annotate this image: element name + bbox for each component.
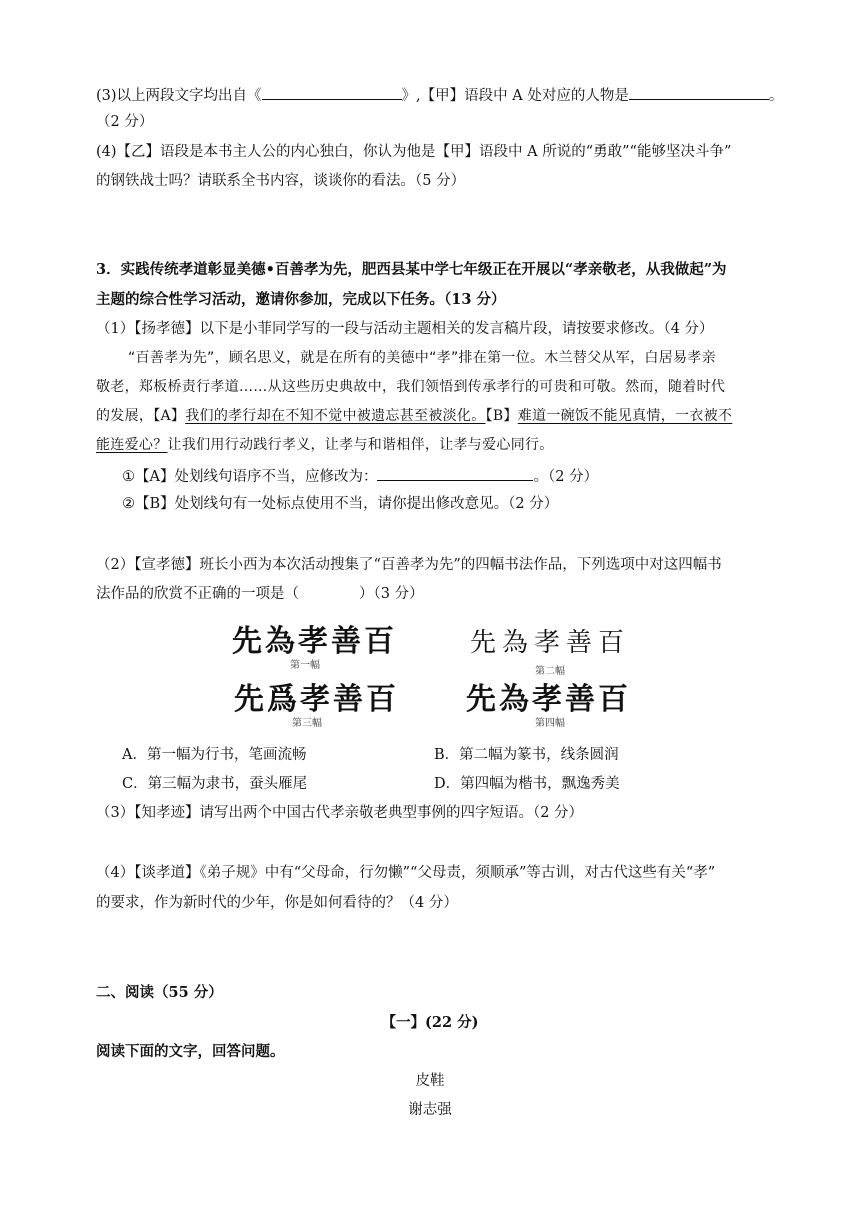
section-2-heading: 二、阅读（55 分） [96, 984, 223, 1001]
story-title: 皮鞋 [415, 1073, 445, 1089]
subquestion-3: （3）【知孝迹】请写出两个中国古代孝亲敬老典型事例的四字短语。（2 分） [96, 805, 584, 821]
calligraphy-2: 先為孝善百 [470, 628, 631, 658]
caption-4: 第四幅 [535, 718, 565, 729]
question-3-part-4-line2: 的钢铁战士吗？请联系全书内容，谈谈你的看法。（5 分） [96, 173, 466, 189]
mark-a: 【A】 [153, 408, 186, 424]
text: 》,【甲】语段中 A 处对应的人物是 [401, 88, 629, 104]
question-3-title-line1: 3．实践传统孝道彰显美德•百善孝为先，肥西县某中学七年级正在开展以“孝亲敬老，从我做起”为 [96, 261, 727, 278]
option-b[interactable]: B．第二幅为篆书，线条圆润 [434, 747, 619, 763]
underlined-sentence-b-end: 能连爱心？ [96, 437, 168, 453]
text: 法作品的欣赏不正确的一项是（ [96, 586, 299, 602]
subquestion-1: （1）【扬孝德】以下是小菲同学写的一段与活动主题相关的发言稿片段，请按要求修改。（4 分） [96, 321, 714, 337]
underlined-sentence-a: 我们的孝行却在不知不觉中被遗忘甚至被淡化。 [185, 408, 486, 424]
mark-b: 【B】 [485, 408, 518, 424]
answer-blank-person[interactable] [629, 84, 769, 100]
reading-instruction: 阅读下面的文字，回答问题。 [96, 1043, 285, 1060]
caption-3: 第三幅 [292, 718, 322, 729]
calligraphy-1: 先為孝善百 [232, 624, 397, 659]
item-1 [122, 465, 598, 487]
text: ①【A】处划线句语序不当，应修改为： [122, 469, 378, 485]
passage-line2: 敬老，郑板桥责行孝道……从这些历史典故中，我们领悟到传承孝行的可贵和可敬。然而，随着时代 [96, 379, 726, 395]
passage-line1: “百善孝为先”，顾名思义，就是在所有的美德中“孝”排在第一位。木兰替父从军，白居易孝亲 [128, 350, 716, 366]
calligraphy-3: 先爲孝善百 [234, 682, 399, 717]
caption-1: 第一幅 [290, 660, 320, 671]
option-c[interactable]: C．第三幅为隶书，蚕头雁尾 [122, 776, 308, 792]
option-d[interactable]: D．第四幅为楷书，飘逸秀美 [434, 776, 620, 792]
text: 【一】(22 分) [381, 1014, 479, 1031]
passage-line4 [96, 435, 554, 455]
passage-line3 [96, 406, 732, 426]
subquestion-2-line1: （2）【宣孝德】班长小西为本次活动搜集了“百善孝为先”的四幅书法作品，下列选项中对这四幅书 [96, 557, 722, 573]
subquestion-4-line2: 的要求，作为新时代的少年，你是如何看待的？（4 分） [96, 895, 458, 911]
question-3-part-4-line1: (4)【乙】语段是本书主人公的内心独白，你认为他是【甲】语段中 A 所说的“勇敢”“能够坚决斗争” [96, 144, 732, 160]
text: 让我们用行动践行孝义，让孝与和谐相伴，让孝与爱心同行。 [167, 437, 554, 453]
subquestion-2-line2 [96, 584, 424, 604]
item-2: ②【B】处划线句有一处标点使用不当，请你提出修改意见。（2 分） [122, 496, 559, 512]
text: (3)以上两段文字均出自《 [96, 88, 262, 104]
text: ）（3 分） [359, 586, 424, 602]
reading-part-1-heading [0, 1013, 860, 1033]
text: 。（2 分） [533, 469, 599, 485]
question-3-title-line2: 主题的综合性学习活动，邀请你参加，完成以下任务。（13 分） [96, 291, 506, 308]
story-author: 谢志强 [408, 1102, 452, 1118]
question-3-part-3 [96, 84, 783, 106]
answer-blank-reorder[interactable] [377, 465, 533, 481]
caption-2: 第二幅 [535, 666, 565, 677]
option-a[interactable]: A．第一幅为行书，笔画流畅 [122, 747, 307, 763]
subquestion-4-line1: （4）【谈孝道】《弟子规》中有“父母命，行勿懒”“父母责，须顺承”等古训，对古代这些有关“孝” [96, 865, 716, 881]
text: 的发展， [96, 408, 154, 424]
text: 。 [768, 88, 784, 104]
calligraphy-4: 先為孝善百 [466, 682, 631, 717]
underlined-sentence-b: 难道一碗饭不能见真情，一衣被不 [517, 408, 733, 424]
score-label: （2 分） [96, 114, 154, 130]
answer-blank-book[interactable] [262, 84, 402, 100]
